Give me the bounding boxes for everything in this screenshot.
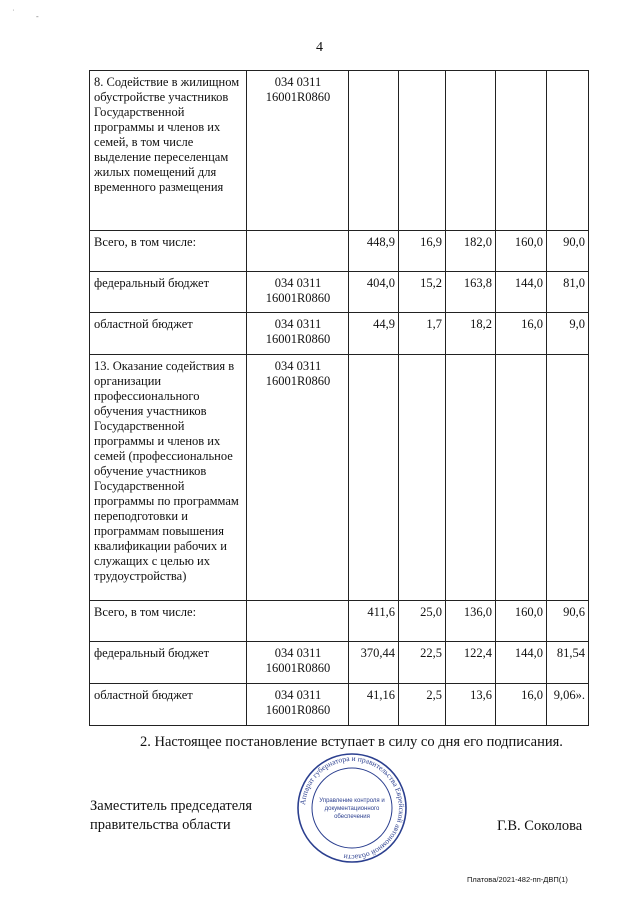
value-cell: 182,0 xyxy=(446,231,496,272)
row-label: областной бюджет xyxy=(90,313,247,355)
row-label: федеральный бюджет xyxy=(90,272,247,313)
value-cell: 144,0 xyxy=(496,642,547,684)
value-cell: 370,44 xyxy=(349,642,399,684)
budget-code: 034 0311 16001R0860 xyxy=(247,313,349,355)
value-cell: 41,16 xyxy=(349,684,399,726)
value-cell xyxy=(446,355,496,601)
table-row xyxy=(90,71,589,231)
scan-speck: ˙ xyxy=(12,8,15,17)
budget-code: 034 0311 16001R0860 xyxy=(247,272,349,313)
value-cell xyxy=(547,355,589,601)
row-label: областной бюджет xyxy=(90,684,247,726)
value-cell: 15,2 xyxy=(399,272,446,313)
effective-date-paragraph: 2. Настоящее постановление вступает в силу со дня его подписания. xyxy=(140,734,563,750)
value-cell xyxy=(399,355,446,601)
value-cell: 160,0 xyxy=(496,601,547,642)
value-cell: 90,6 xyxy=(547,601,589,642)
value-cell: 90,0 xyxy=(547,231,589,272)
seal-inner-line: документационного xyxy=(324,806,380,812)
row-label: федеральный бюджет xyxy=(90,642,247,684)
budget-code xyxy=(247,601,349,642)
value-cell: 448,9 xyxy=(349,231,399,272)
value-cell xyxy=(496,71,547,231)
seal-inner-line: обеспечения xyxy=(334,814,370,820)
value-cell xyxy=(399,71,446,231)
seal-inner-line: Управление контроля и xyxy=(319,798,385,804)
value-cell: 2,5 xyxy=(399,684,446,726)
value-cell: 144,0 xyxy=(496,272,547,313)
value-cell: 13,6 xyxy=(446,684,496,726)
budget-code xyxy=(247,231,349,272)
value-cell: 1,7 xyxy=(399,313,446,355)
value-cell: 411,6 xyxy=(349,601,399,642)
value-cell xyxy=(547,71,589,231)
table-row xyxy=(90,231,589,272)
value-cell: 122,4 xyxy=(446,642,496,684)
value-cell: 16,0 xyxy=(496,684,547,726)
row-label: 8. Содействие в жилищном обустройстве участников Государственной программы и членов их семей, в том числе выделение переселенцам жилых помещений для временного размещения xyxy=(90,71,247,231)
budget-code: 034 0311 16001R0860 xyxy=(247,642,349,684)
value-cell: 22,5 xyxy=(399,642,446,684)
row-label: Всего, в том числе: xyxy=(90,231,247,272)
budget-code: 034 0311 16001R0860 xyxy=(247,355,349,601)
value-cell: 16,9 xyxy=(399,231,446,272)
value-cell xyxy=(446,71,496,231)
value-cell xyxy=(496,355,547,601)
table-row xyxy=(90,355,589,601)
signer-position-line: Заместитель председателя xyxy=(90,798,253,814)
official-seal xyxy=(296,752,408,864)
value-cell xyxy=(349,71,399,231)
document-reference: Платова/2021-482-пп-ДВП(1) xyxy=(467,875,568,884)
value-cell: 163,8 xyxy=(446,272,496,313)
scan-speck: - xyxy=(36,12,39,21)
value-cell: 16,0 xyxy=(496,313,547,355)
value-cell: 25,0 xyxy=(399,601,446,642)
value-cell xyxy=(349,355,399,601)
value-cell: 9,0 xyxy=(547,313,589,355)
budget-code: 034 0311 16001R0860 xyxy=(247,71,349,231)
budget-code: 034 0311 16001R0860 xyxy=(247,684,349,726)
table-row xyxy=(90,313,589,355)
value-cell: 18,2 xyxy=(446,313,496,355)
signer-position xyxy=(90,797,252,835)
value-cell: 44,9 xyxy=(349,313,399,355)
table-row xyxy=(90,642,589,684)
value-cell: 81,0 xyxy=(547,272,589,313)
budget-table xyxy=(89,70,589,726)
value-cell: 136,0 xyxy=(446,601,496,642)
value-cell: 9,06». xyxy=(547,684,589,726)
table-row xyxy=(90,601,589,642)
value-cell: 160,0 xyxy=(496,231,547,272)
signer-position-line: правительства области xyxy=(90,817,231,833)
value-cell: 81,54 xyxy=(547,642,589,684)
row-label: 13. Оказание содействия в организации профессионального обучения участников Государственной программы и членов их семей (профессиональное обучение участников Государственной программы по программам переподготовки и программам повышения квалификации рабочих и служащих с целью их трудоустройства) xyxy=(90,355,247,601)
seal-outer-text: Аппарат губернатора и правительства Еврейской автономной области xyxy=(298,753,407,863)
table-row xyxy=(90,272,589,313)
page-number: 4 xyxy=(316,40,323,55)
signer-name: Г.В. Соколова xyxy=(497,818,583,834)
value-cell: 404,0 xyxy=(349,272,399,313)
row-label: Всего, в том числе: xyxy=(90,601,247,642)
table-row xyxy=(90,684,589,726)
